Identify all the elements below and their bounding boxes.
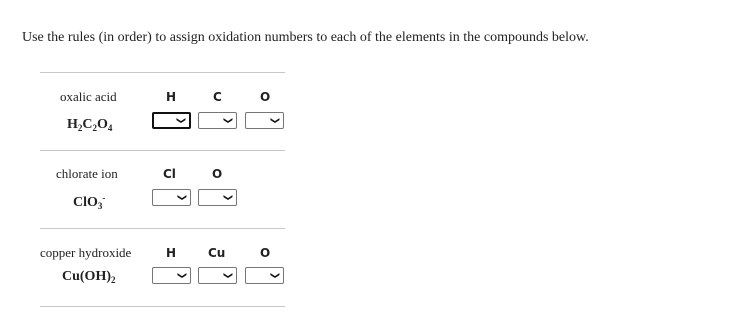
element-label-o: O xyxy=(260,246,271,260)
oxidation-select-h[interactable] xyxy=(152,112,191,129)
compound-name: oxalic acid xyxy=(60,89,117,104)
element-label-o: O xyxy=(212,167,223,181)
element-label-h: H xyxy=(166,246,177,260)
chevron-down-icon: ❯ xyxy=(176,193,187,202)
element-label-o: O xyxy=(260,90,271,104)
compound-name: copper hydroxide xyxy=(40,245,132,260)
oxidation-select-cu[interactable] xyxy=(198,267,237,284)
chevron-down-icon: ❯ xyxy=(175,116,186,125)
oxidation-select-c[interactable] xyxy=(198,112,237,129)
divider xyxy=(40,306,285,307)
chevron-down-icon: ❯ xyxy=(222,116,233,125)
chevron-down-icon: ❯ xyxy=(222,271,233,280)
divider xyxy=(40,150,285,151)
element-label-h: H xyxy=(166,90,177,104)
chevron-down-icon: ❯ xyxy=(176,271,187,280)
element-label-c: C xyxy=(213,90,222,104)
instructions-text: Use the rules (in order) to assign oxidation numbers to each of the elements in the compounds below. xyxy=(22,30,589,45)
divider xyxy=(40,72,285,73)
compound-formula: $H_2C_2O_4$ xyxy=(67,117,113,133)
divider xyxy=(40,228,285,229)
chevron-down-icon: ❯ xyxy=(269,271,280,280)
oxidation-select-cl[interactable] xyxy=(152,189,191,206)
oxidation-select-h[interactable] xyxy=(152,267,191,284)
chevron-down-icon: ❯ xyxy=(269,116,280,125)
oxidation-select-o[interactable] xyxy=(198,189,237,206)
oxidation-select-o[interactable] xyxy=(245,267,284,284)
oxidation-select-o[interactable] xyxy=(245,112,284,129)
chevron-down-icon: ❯ xyxy=(222,193,233,202)
element-label-cl: Cl xyxy=(163,167,176,181)
compound-formula: $Cu(OH)_2$ xyxy=(62,269,116,285)
compound-name: chlorate ion xyxy=(56,166,118,181)
compound-formula: ClO$_3$- xyxy=(73,193,106,211)
element-label-cu: Cu xyxy=(208,246,226,260)
